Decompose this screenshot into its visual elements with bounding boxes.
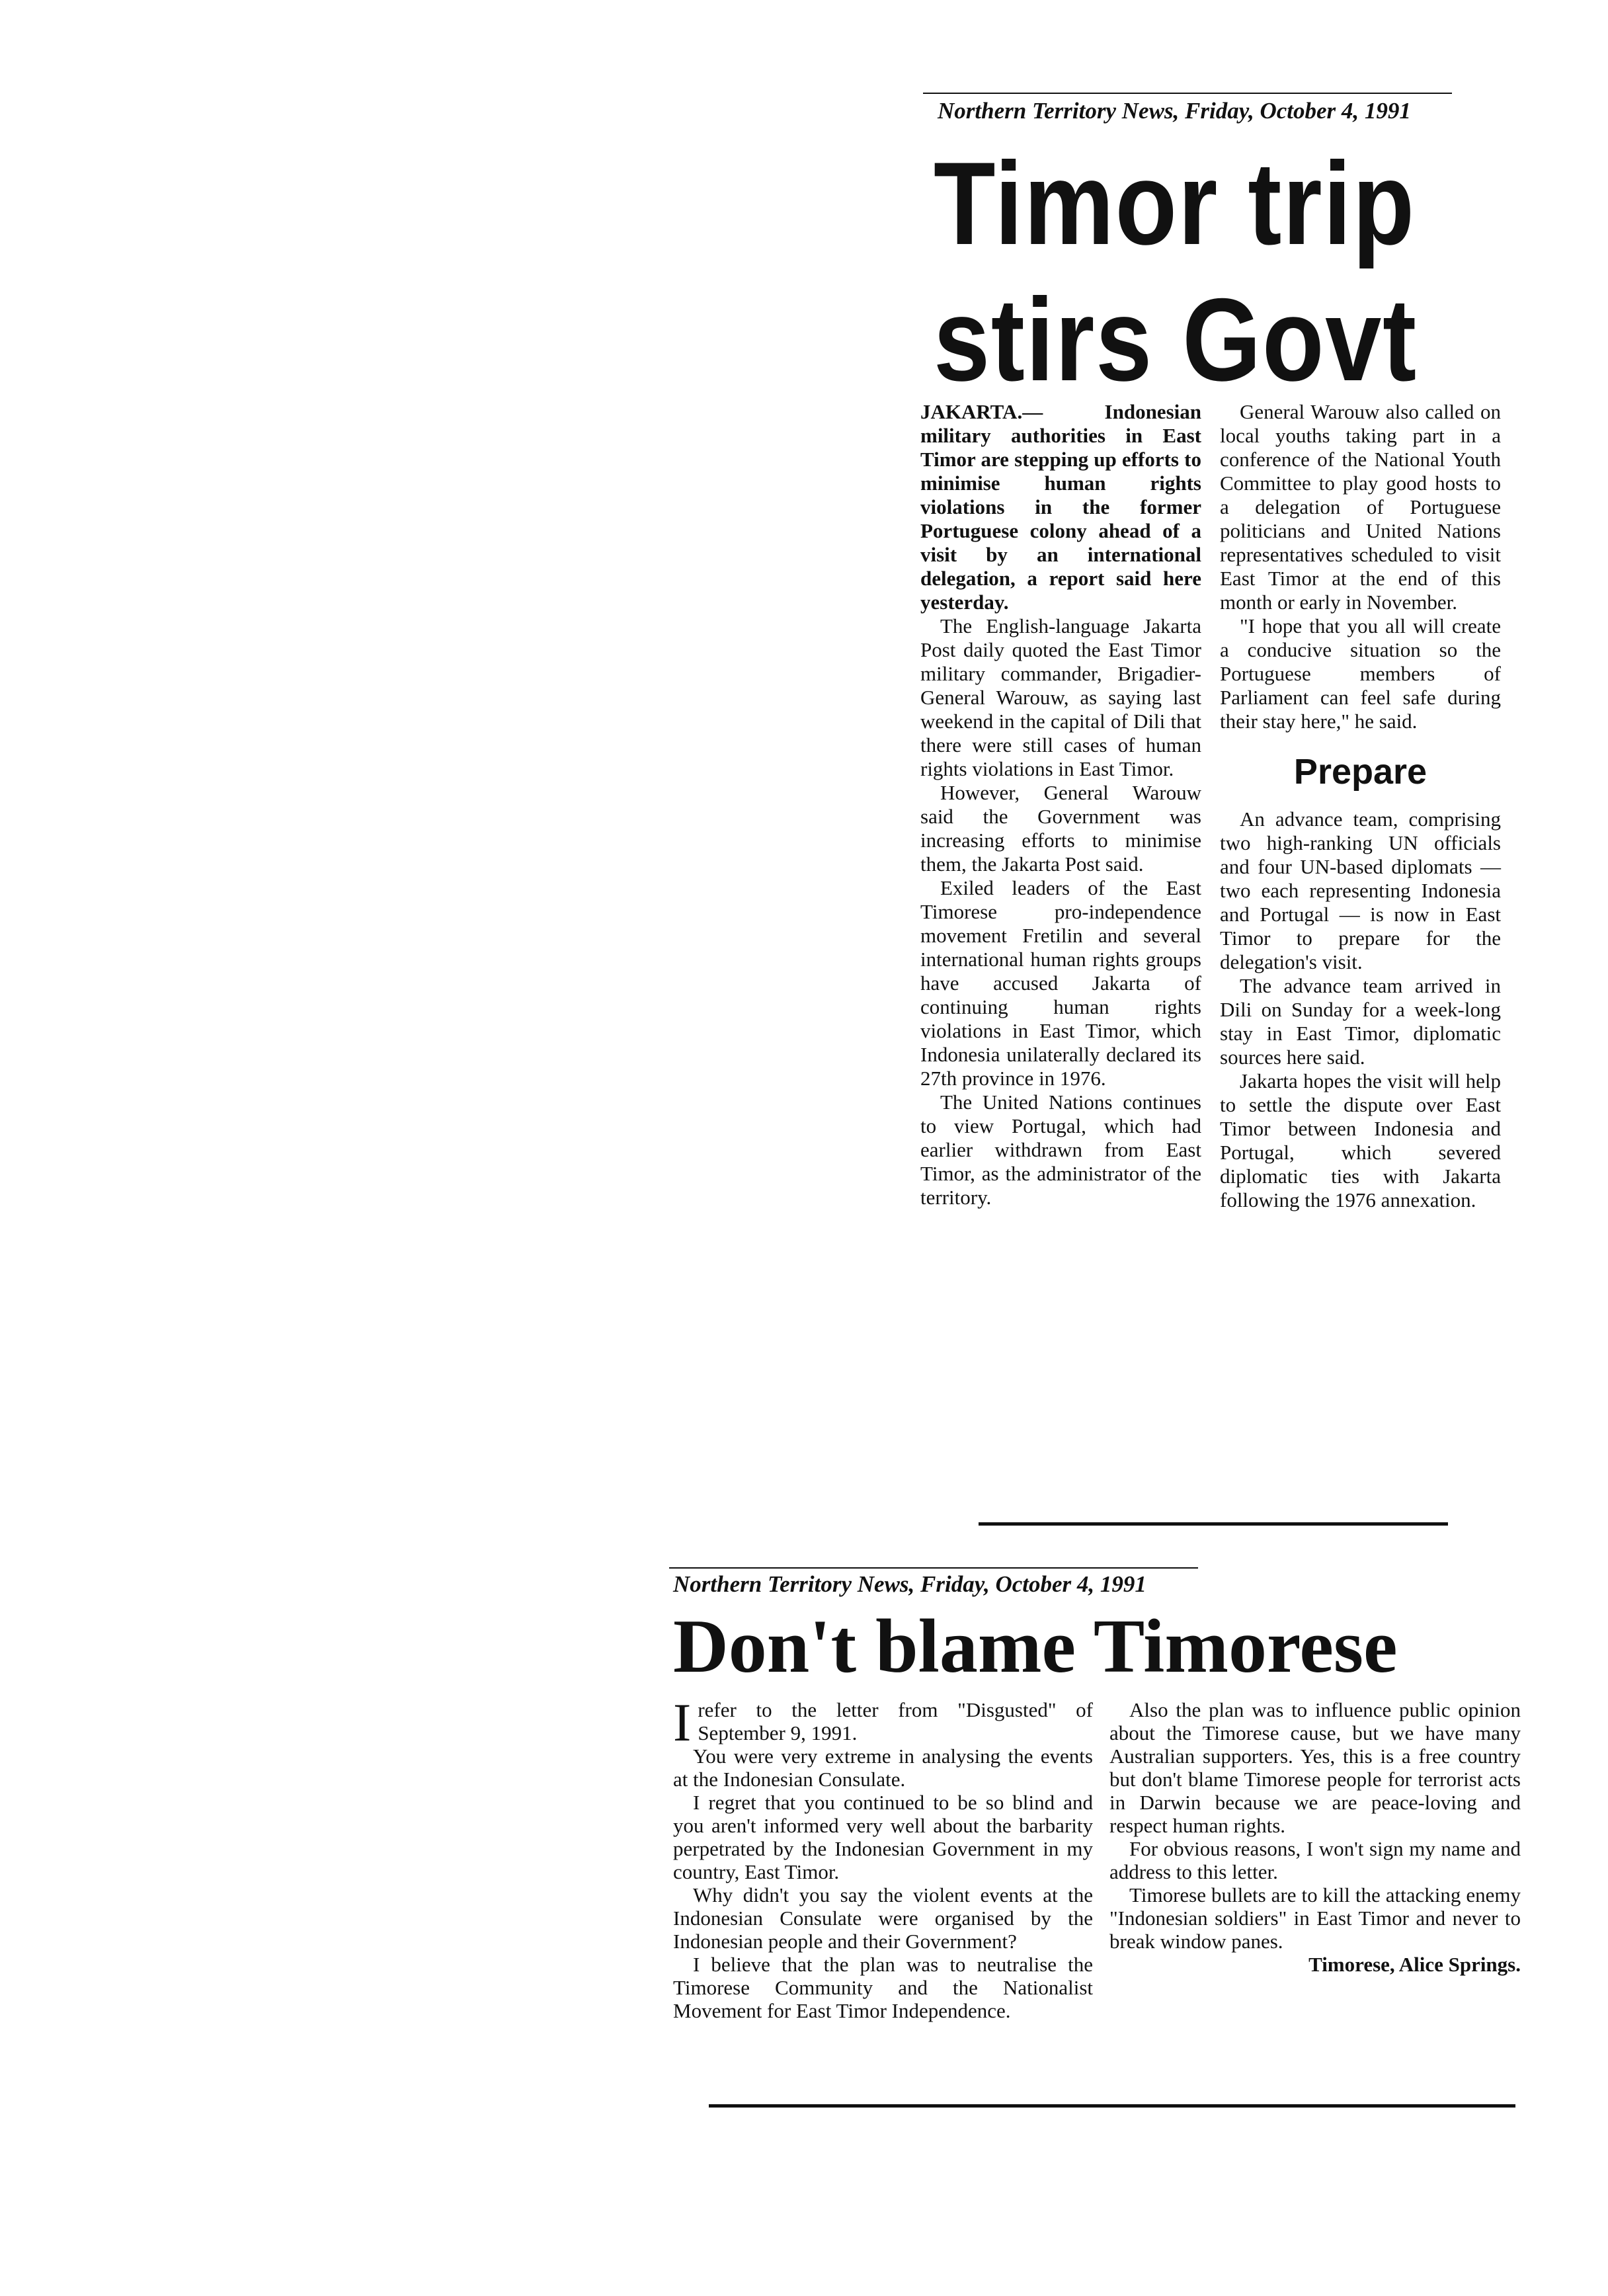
paragraph: I regret that you continued to be so blind and you aren't informed very well about the barbarity perpetrated by the Indonesian Government in my country, East Timor. xyxy=(673,1791,1093,1883)
top-rule xyxy=(669,1567,1198,1569)
dateline: Northern Territory News, Friday, October 4, 1991 xyxy=(938,98,1411,124)
paragraph: Also the plan was to influence public opinion about the Timorese cause, but we have many Australian supporters. Yes, this is a free country but don't blame Timorese people for terrorist acts in Darwin because we are peace-loving and respect human rights. xyxy=(1109,1698,1521,1837)
headline-line-1: Timor trip xyxy=(934,138,1416,269)
paragraph: The English-language Jakarta Post daily quoted the East Timor military commander, Brigadier-General Warouw, as saying last weekend in the capital of Dili that there were still cases of human rights violations in East Timor. xyxy=(920,614,1201,780)
paragraph: The United Nations continues to view Portugal, which had earlier withdrawn from East Timor, as the administrator of the territory. xyxy=(920,1090,1201,1209)
dateline: Northern Territory News, Friday, October 4, 1991 xyxy=(673,1571,1146,1597)
paragraph: I believe that the plan was to neutralise the Timorese Community and the Nationalist Movement for East Timor Independence. xyxy=(673,1953,1093,2022)
headline: Don't blame Timorese xyxy=(673,1604,1398,1689)
headline-line-2: stirs Govt xyxy=(934,274,1418,405)
paragraph: Why didn't you say the violent events at the Indonesian Consulate were organised by the Indonesian people and their Government? xyxy=(673,1883,1093,1953)
paragraph: An advance team, comprising two high-ranking UN officials and four UN-based diplomats — two each representing Indonesia and Portugal — is now in East Timor to prepare for the delegation's visit. xyxy=(1220,807,1501,973)
paragraph: Exiled leaders of the East Timorese pro-independence movement Fretilin and several international human rights groups have accused Jakarta of continuing human rights violations in East Timor, which Indonesia unilaterally declared its 27th province in 1976. xyxy=(920,876,1201,1090)
paragraph: However, General Warouw said the Government was increasing efforts to minimise them, the Jakarta Post said. xyxy=(920,781,1201,876)
subheading: Prepare xyxy=(1293,752,1427,792)
paragraph: Timorese bullets are to kill the attacking enemy "Indonesian soldiers" in East Timor and never to break window panes. xyxy=(1109,1883,1521,1953)
paragraph: Jakarta hopes the visit will help to settle the dispute over East Timor between Indonesia and Portugal, which severed diplomatic ties with Jakarta following the 1976 annexation. xyxy=(1220,1069,1501,1211)
article-end-rule xyxy=(709,2104,1515,2108)
paragraph: "I hope that you all will create a conducive situation so the Portuguese members of Parliament can feel safe during their stay here," he said. xyxy=(1220,614,1501,733)
paragraph: Irefer to the letter from "Disgusted" of September 9, 1991. xyxy=(673,1692,1093,1752)
article-column-left xyxy=(920,400,1201,1210)
paragraph: You were very extreme in analysing the events at the Indonesian Consulate. xyxy=(673,1744,1093,1791)
letter-column-left xyxy=(673,1692,1093,2022)
article-column-right xyxy=(1220,400,1501,1212)
paragraph: The advance team arrived in Dili on Sunday for a week-long stay in East Timor, diplomatic sources here said. xyxy=(1220,974,1501,1069)
headline xyxy=(934,136,1423,408)
article-end-rule xyxy=(979,1522,1448,1526)
lead-paragraph: JAKARTA.— Indonesian military authorities in East Timor are stepping up efforts to minimise human rights violations in the former Portuguese colony ahead of a visit by an international delegation, a report said here yesterday. xyxy=(920,400,1201,614)
paragraph: General Warouw also called on local youths taking part in a conference of the National Youth Committee to play good hosts to a delegation of Portuguese politicians and United Nations representatives scheduled to visit East Timor at the end of this month or early in November. xyxy=(1220,400,1501,614)
letter-column-right xyxy=(1109,1698,1521,1976)
drop-cap: I xyxy=(673,1692,692,1752)
paragraph: For obvious reasons, I won't sign my name and address to this letter. xyxy=(1109,1837,1521,1883)
signature: Timorese, Alice Springs. xyxy=(1308,1953,1521,1976)
top-rule xyxy=(923,93,1452,94)
